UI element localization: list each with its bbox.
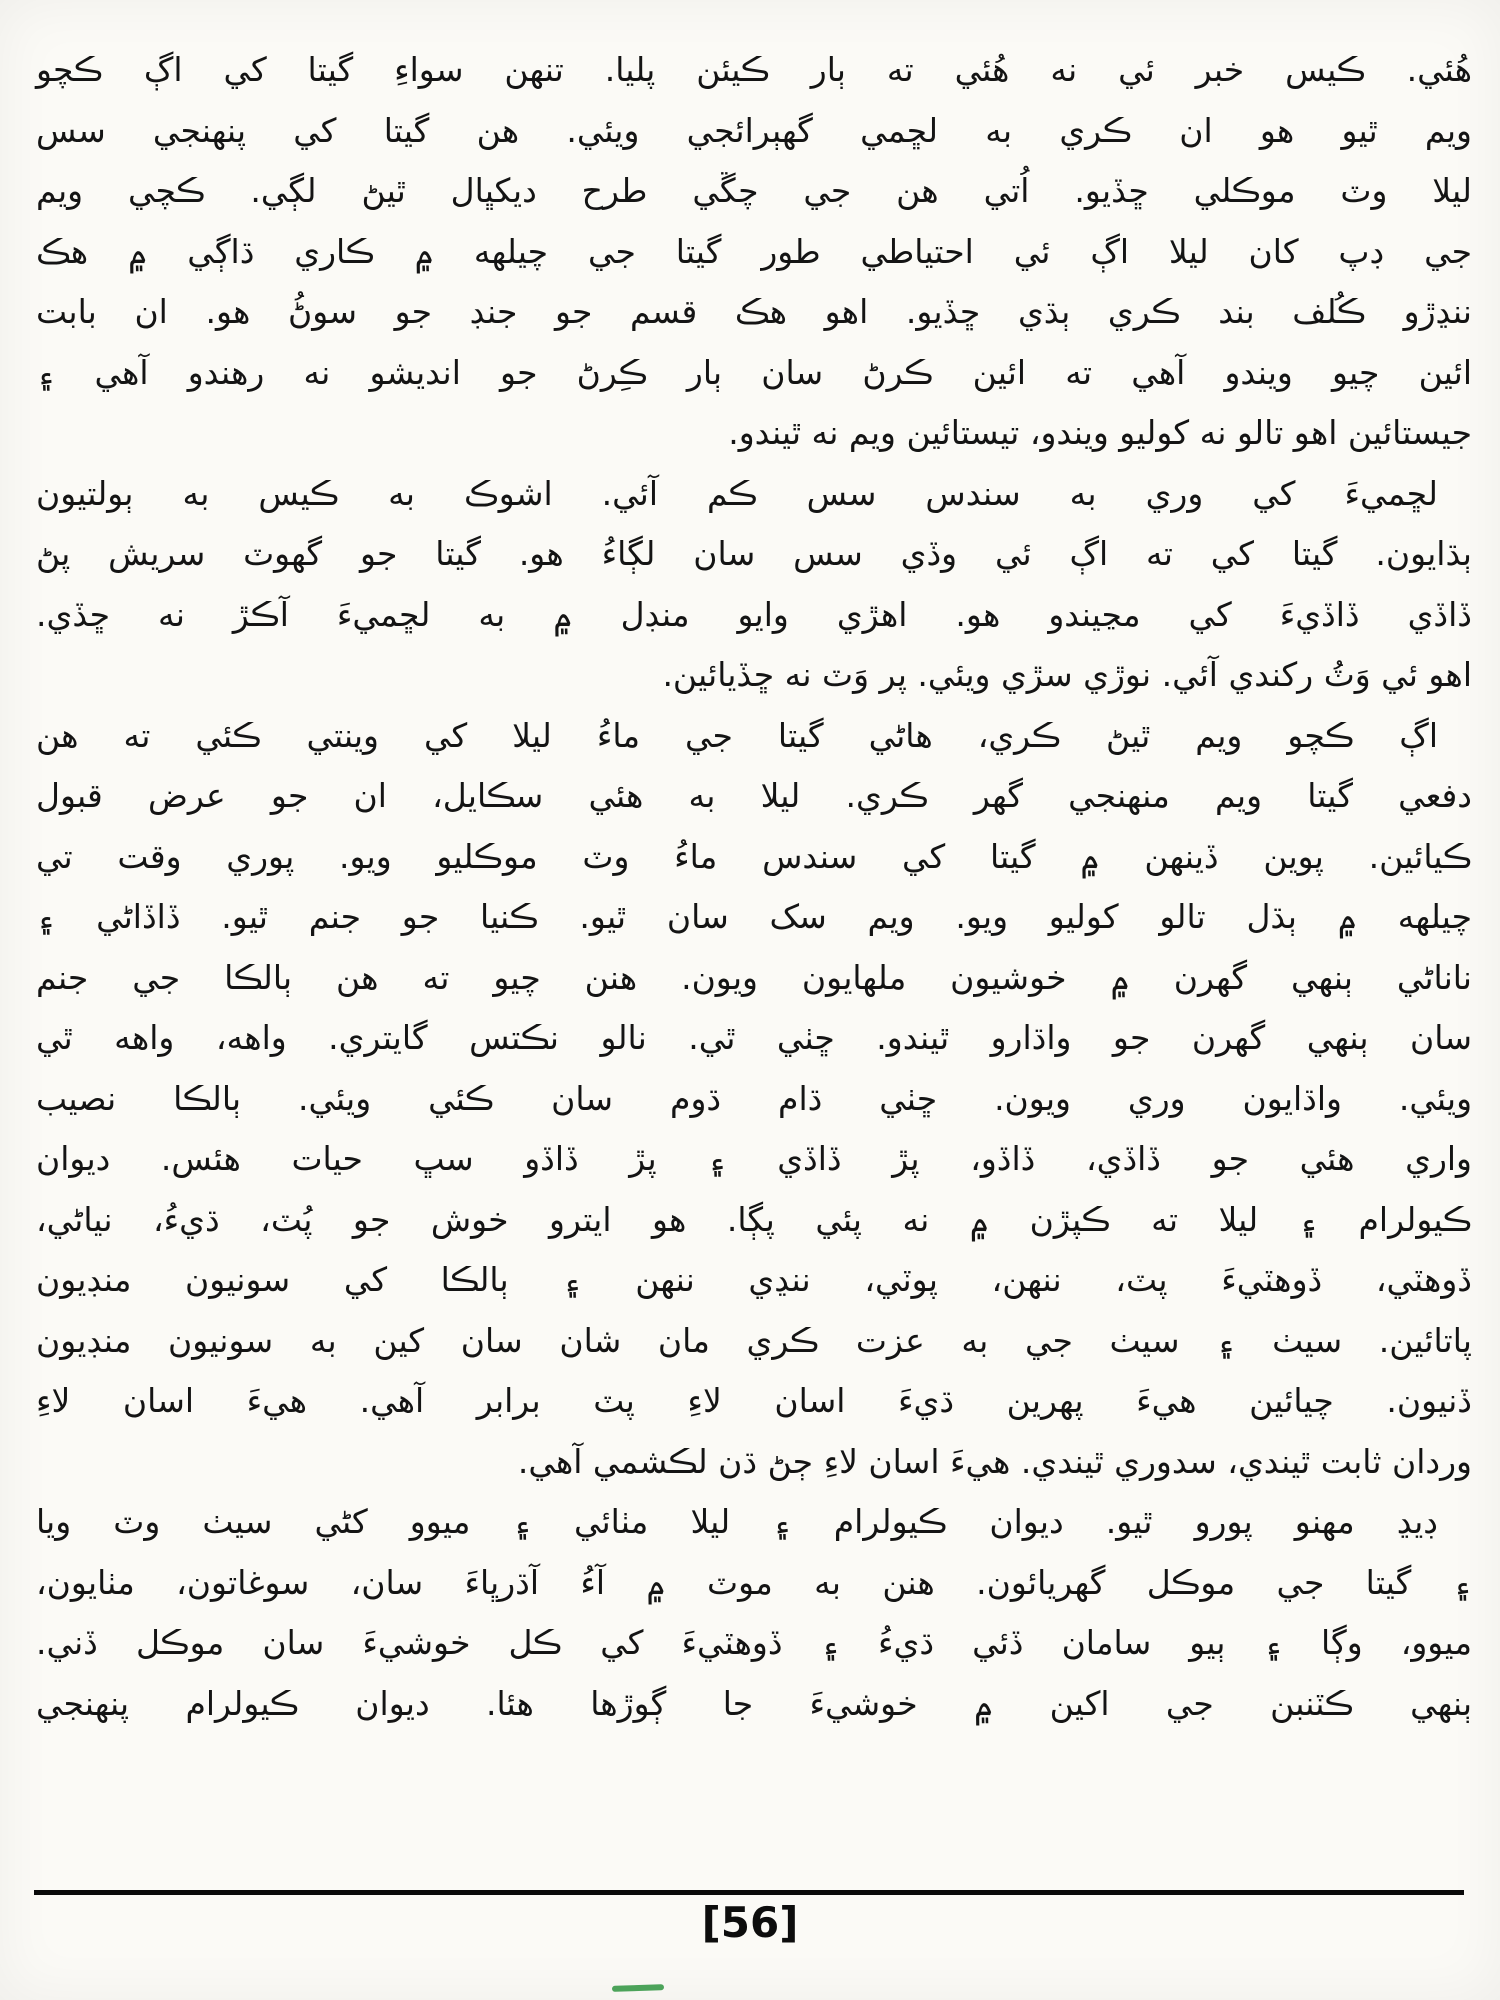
text-line: چيلهه ۾ ٻڌل تالو کوليو ويو. ويم سک سان ٿيو. ڪنيا جو جنم ٿيو. ڏاڏاڻي ۽ [36,897,1472,936]
text-line: سان ٻنهي گهرن جو واڌارو ٿيندو. ڇٺي ٿي. نالو نڪتس گايتري. واهه، واهه ٿي [36,1018,1472,1057]
scan-artifact-mark [612,1984,664,1992]
text-line: هُئي. ڪيس خبر ئي نه هُئي ته ٻار ڪيئن پليا. تنهن سواءِ گيتا کي اڳ ڪچو [36,50,1472,89]
footer-rule [34,1890,1464,1895]
text-line: ڏاڏي ڏاڏيءَ کي مڃيندو هو. اهڙي وايو منڊل ۾ به لڇميءَ آڪڙ نه ڇڏي. [36,594,1472,634]
text-line: ڏنيون. چيائين هيءَ پهرين ڌيءَ اسان لاءِ پٽ برابر آهي. هيءَ اسان لاءِ [36,1381,1472,1420]
text-line: وردان ثابت ٿيندي، سدوري ٿيندي. هيءَ اسان لاءِ ڄڻ ڌن لڪشمي آهي. [517,1441,1472,1481]
text-line: جيستائين اهو تالو نه کوليو ويندو، تيستائين ويم نه ٿيندو. [728,413,1472,452]
page-number: [56] [701,1898,799,1947]
text-line: ويم ٿيو هو ان ڪري به لڇمي گهٻرائجي ويئي. هن گيتا کي پنهنجي سس [36,110,1472,150]
text-line: ڪيولرام ۽ ليلا ته ڪپڙن ۾ نه پئي پڳا. هو ايترو خوش جو پُٽ، ڌيءُ، نياڻي، [36,1199,1472,1239]
text-line: ڊيڍ مهنو پورو ٿيو. ديوان ڪيولرام ۽ ليلا مٺائي ۽ ميوو کڻي سيٺ وٽ ويا [36,1502,1438,1541]
text-line: واري هئي جو ڏاڏي، ڏاڏو، پڙ ڏاڏي ۽ پڙ ڏاڏو سڀ حيات هئس. ديوان [36,1139,1472,1178]
text-line: ڪيائين. پوين ڏينهن ۾ گيتا کي سندس ماءُ وٽ موڪليو ويو. پوري وقت تي [36,836,1472,876]
text-line: ننڍڙو ڪُلف بند ڪري ٻڌي ڇڏيو. اهو هڪ قسم جو جنڊ جو سوڻُ هو. ان بابت [36,292,1472,331]
text-line: ڏوهٽي، ڏوهٽيءَ پٽ، ننهن، پوٽي، ننڍي ننهن ۽ ٻالڪا کي سونيون منڊيون [36,1260,1472,1299]
text-line: اهو ئي وَٽُ رکندي آئي. نوڙي سڙي ويئي. پر وَٽ نه ڇڏيائين. [662,655,1472,694]
text-line: ٻنهي ڪٽنبن جي اکين ۾ خوشيءَ جا ڳوڙها هئا. ديوان ڪيولرام پنهنجي [36,1683,1472,1723]
text-line: ميوو، وڳا ۽ ٻيو سامان ڏئي ڌيءُ ۽ ڏوهٽيءَ کي ڪل خوشيءَ سان موڪل ڏني. [36,1623,1472,1662]
text-line: ٻڌايون. گيتا کي ته اڳ ئي وڏي سس سان لڳاءُ هو. گيتا جو گهوٽ سريش پڻ [36,534,1472,573]
text-block [36,40,1472,1734]
text-line: لڇميءَ کي وري به سندس سس ڪم آئي. اشوڪ به ڪيس به ٻولتيون [36,473,1438,513]
text-line: جي ڊپ کان ليلا اڳ ئي احتياطي طور گيتا جي چيلهه ۾ ڪاري ڌاڳي ۾ هڪ [36,231,1472,271]
text-line: ۽ گيتا جي موڪل گهريائون. هنن به موٽ ۾ آءُ آڌرڀاءَ سان، سوغاتون، مٺايون، [36,1562,1472,1602]
text-line: ناناڻي ٻنهي گهرن ۾ خوشيون ملهايون ويون. هنن چيو ته هن ٻالڪا جي جنم [36,957,1472,997]
text-line: پاتائين. سيٺ ۽ سيٺ جي به عزت ڪري مان شان سان کين به سونيون منڊيون [36,1320,1472,1360]
text-line: دفعي گيتا ويم منهنجي گهر ڪري. ليلا به هئي سڪايل، ان جو عرض قبول [36,776,1472,815]
text-line: ائين چيو ويندو آهي ته ائين ڪرڻ سان ٻار ڪِرڻ جو انديشو نه رهندو آهي ۽ [36,352,1472,392]
text-line: ليلا وٽ موڪلي ڇڏيو. اُتي هن جي چڱي طرح ديکڀال ٿيڻ لڳي. ڪچي ويم [36,171,1472,210]
text-line: ويئي. واڌايون وري ويون. ڇٺي ڌام ڌوم سان ڪئي ويئي. ٻالڪا نصيب [36,1078,1472,1118]
text-line: اڳ ڪچو ويم ٿيڻ ڪري، هاڻي گيتا جي ماءُ ليلا کي وينتي ڪئي ته هن [36,715,1438,755]
